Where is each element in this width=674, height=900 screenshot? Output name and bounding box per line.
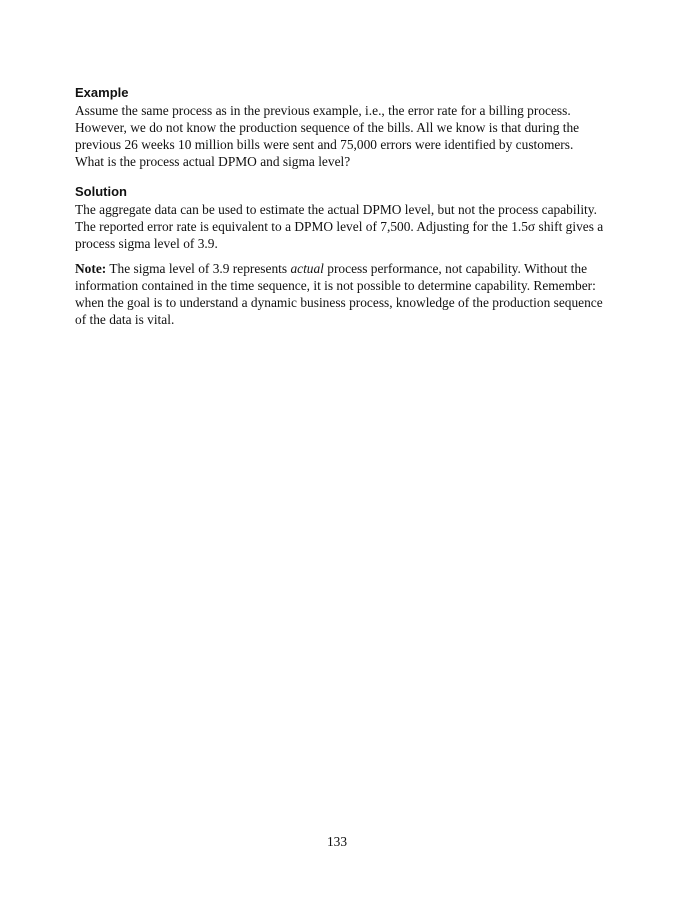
note-paragraph: [75, 260, 605, 328]
page-content: [75, 84, 605, 328]
note-text-after: process performance, not capability. Without the information contained in the time sequence, it is not possible to determine capability. Remember: when the goal is to understand a dynamic business process, knowledge of the production sequence of the data is vital.: [75, 261, 603, 327]
note-text-before: The sigma level of 3.9 represents: [106, 261, 291, 276]
note-emphasis: actual: [290, 261, 324, 276]
example-heading: Example: [75, 85, 129, 100]
note-label: Note:: [75, 261, 107, 276]
page-number: 133: [326, 834, 348, 849]
solution-section: [75, 183, 605, 252]
example-section: [75, 84, 605, 170]
solution-paragraph: The aggregate data can be used to estimate the actual DPMO level, but not the process capability. The reported error rate is equivalent to a DPMO level of 7,500. Adjusting for the 1.5σ shift gives a process sigma level of 3.9.: [75, 202, 604, 251]
solution-heading: Solution: [75, 184, 127, 199]
example-paragraph: Assume the same process as in the previous example, i.e., the error rate for a billing process. However, we do not know the production sequence of the bills. All we know is that during the previous 26 weeks 10 million bills were sent and 75,000 errors were identified by customers. What is the process actual DPMO and sigma level?: [75, 103, 580, 169]
